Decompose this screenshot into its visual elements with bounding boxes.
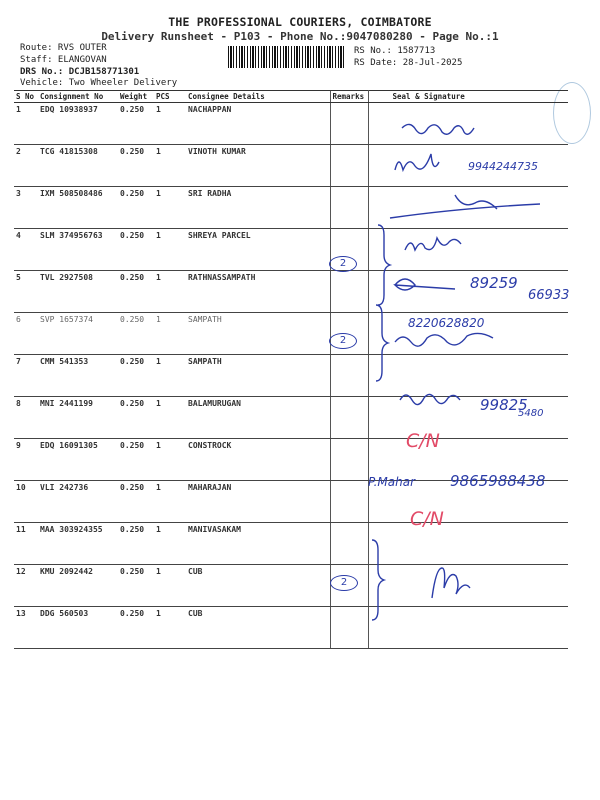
consignment-cell: EDQ 10938937: [38, 103, 118, 145]
sno-cell: 4: [14, 229, 38, 271]
rs-number: RS No.: 1587713: [354, 46, 436, 56]
weight-cell: 0.250: [118, 313, 154, 355]
handwritten-cn-note: C/N: [406, 430, 440, 452]
remarks-cell: [330, 523, 368, 565]
barcode-image: [228, 46, 346, 68]
sno-cell: 2: [14, 145, 38, 187]
pcs-cell: 1: [154, 565, 186, 607]
remarks-cell: [330, 355, 368, 397]
handwritten-note: 5480: [518, 408, 544, 419]
consignee-cell: BALAMURUGAN: [186, 397, 330, 439]
consignee-cell: MAHARAJAN: [186, 481, 330, 523]
company-title: THE PROFESSIONAL COURIERS, COIMBATORE: [168, 15, 432, 29]
remarks-cell: [330, 607, 368, 649]
pcs-cell: 1: [154, 187, 186, 229]
pcs-cell: 1: [154, 607, 186, 649]
column-header: Seal & Signature: [368, 91, 568, 103]
runsheet-info-left: [20, 43, 177, 90]
pcs-cell: 1: [154, 439, 186, 481]
handwritten-phone: 99825: [480, 396, 528, 414]
consignee-cell: VINOTH KUMAR: [186, 145, 330, 187]
sno-cell: 9: [14, 439, 38, 481]
consignee-cell: RATHNASSAMPATH: [186, 271, 330, 313]
pcs-cell: 1: [154, 103, 186, 145]
sno-cell: 12: [14, 565, 38, 607]
pcs-cell: 1: [154, 145, 186, 187]
column-header: Remarks: [330, 91, 368, 103]
sno-cell: 1: [14, 103, 38, 145]
consignee-cell: SRI RADHA: [186, 187, 330, 229]
consignee-cell: CONSTROCK: [186, 439, 330, 481]
sno-cell: 3: [14, 187, 38, 229]
table-row: [14, 103, 568, 145]
sno-cell: 11: [14, 523, 38, 565]
remark-circle: 2: [330, 575, 358, 591]
sno-cell: 6: [14, 313, 38, 355]
weight-cell: 0.250: [118, 607, 154, 649]
table-row: [14, 355, 568, 397]
consignee-cell: MANIVASAKAM: [186, 523, 330, 565]
consignee-cell: SHREYA PARCEL: [186, 229, 330, 271]
consignment-cell: KMU 2092442: [38, 565, 118, 607]
signature-cell: [368, 355, 568, 397]
signature-cell: [368, 103, 568, 145]
signature-cell: [368, 187, 568, 229]
remarks-cell: [330, 187, 368, 229]
remarks-cell: [330, 397, 368, 439]
table-row: [14, 607, 568, 649]
consignment-cell: DDG 560503: [38, 607, 118, 649]
remarks-cell: [330, 145, 368, 187]
drs-number: DRS No.: DCJB158771301: [20, 66, 140, 77]
handwritten-phone: 9944244735: [468, 160, 538, 173]
remarks-cell: [330, 103, 368, 145]
weight-cell: 0.250: [118, 397, 154, 439]
handwritten-cn-note: C/N: [410, 508, 444, 530]
pcs-cell: 1: [154, 481, 186, 523]
handwritten-name: P.Mahar: [368, 475, 415, 489]
sno-cell: 10: [14, 481, 38, 523]
table-row: [14, 523, 568, 565]
signature-cell: [368, 565, 568, 607]
weight-cell: 0.250: [118, 103, 154, 145]
vehicle-label: Vehicle: Two Wheeler Delivery: [20, 78, 178, 89]
column-header: Consignee Details: [186, 91, 330, 103]
sno-cell: 7: [14, 355, 38, 397]
weight-cell: 0.250: [118, 145, 154, 187]
pcs-cell: 1: [154, 355, 186, 397]
route-label: Route: RVS OUTER: [20, 43, 107, 53]
consignment-cell: MAA 303924355: [38, 523, 118, 565]
consignee-cell: CUB: [186, 565, 330, 607]
consignment-cell: TVL 2927508: [38, 271, 118, 313]
consignment-cell: VLI 242736: [38, 481, 118, 523]
consignment-cell: IXM 508508486: [38, 187, 118, 229]
table-row: [14, 229, 568, 271]
weight-cell: 0.250: [118, 481, 154, 523]
consignment-cell: SVP 1657374: [38, 313, 118, 355]
consignment-cell: SLM 374956763: [38, 229, 118, 271]
remark-circle: 2: [329, 333, 357, 349]
pcs-cell: 1: [154, 229, 186, 271]
consignee-cell: SAMPATH: [186, 355, 330, 397]
rs-date: RS Date: 28-Jul-2025: [354, 58, 463, 68]
remarks-cell: [330, 481, 368, 523]
pcs-cell: 1: [154, 271, 186, 313]
handwritten-phone: 8220628820: [408, 316, 485, 330]
pcs-cell: 1: [154, 313, 186, 355]
weight-cell: 0.250: [118, 565, 154, 607]
pcs-cell: 1: [154, 523, 186, 565]
table-row: [14, 565, 568, 607]
table-row: [14, 187, 568, 229]
remark-circle: 2: [329, 256, 357, 272]
handwritten-phone: 89259: [470, 274, 518, 292]
consignment-cell: MNI 2441199: [38, 397, 118, 439]
consignee-cell: NACHAPPAN: [186, 103, 330, 145]
signature-cell: [368, 229, 568, 271]
column-header: Weight: [118, 91, 154, 103]
weight-cell: 0.250: [118, 439, 154, 481]
table-row: [14, 313, 568, 355]
weight-cell: 0.250: [118, 229, 154, 271]
weight-cell: 0.250: [118, 355, 154, 397]
handwritten-phone: 9865988438: [450, 472, 546, 490]
consignment-cell: CMM 541353: [38, 355, 118, 397]
consignee-cell: SAMPATH: [186, 313, 330, 355]
runsheet-subtitle: Delivery Runsheet - P103 - Phone No.:9047080280 - Page No.:1: [101, 30, 499, 43]
consignment-cell: EDQ 16091305: [38, 439, 118, 481]
remarks-cell: [330, 439, 368, 481]
staff-label: Staff: ELANGOVAN: [20, 54, 107, 65]
column-header: Consignment No: [38, 91, 118, 103]
sno-cell: 8: [14, 397, 38, 439]
table-header-row: [14, 91, 568, 103]
column-header: PCS: [154, 91, 186, 103]
pcs-cell: 1: [154, 397, 186, 439]
delivery-table: [14, 90, 568, 649]
weight-cell: 0.250: [118, 187, 154, 229]
runsheet-info-right: [354, 45, 462, 69]
weight-cell: 0.250: [118, 523, 154, 565]
weight-cell: 0.250: [118, 271, 154, 313]
sno-cell: 13: [14, 607, 38, 649]
consignee-cell: CUB: [186, 607, 330, 649]
column-header: S No: [14, 91, 38, 103]
sno-cell: 5: [14, 271, 38, 313]
consignment-cell: TCG 41815308: [38, 145, 118, 187]
signature-cell: [368, 607, 568, 649]
remarks-cell: [330, 271, 368, 313]
handwritten-phone: 66933: [528, 288, 570, 303]
signature-cell: [368, 523, 568, 565]
